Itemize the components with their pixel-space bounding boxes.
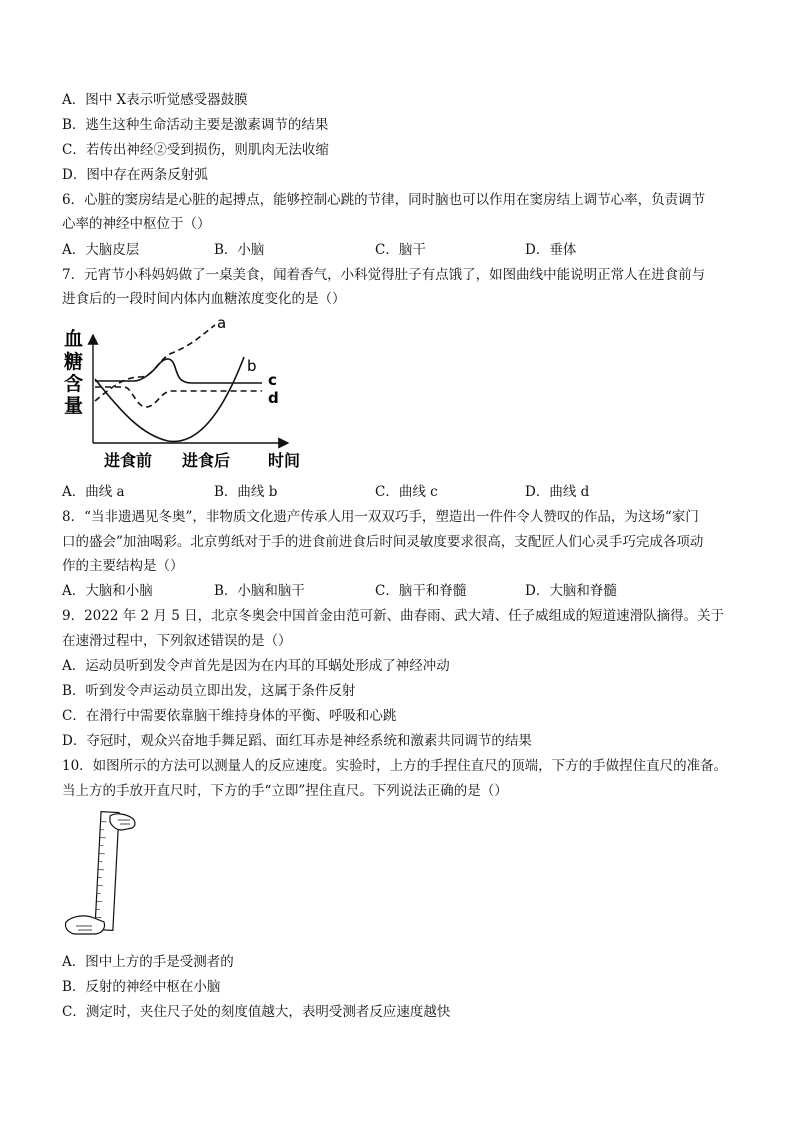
q6-option-b: B．小脑 [214, 242, 265, 258]
ruler-reaction-figure [62, 810, 152, 945]
q8-stem-line1: 8．“当非遗遇见冬奥”，非物质文化遗产传承人用一双双巧手，塑造出一件件令人赞叹的作品，为这场“家门 [62, 509, 699, 525]
curve-label-b: b [247, 357, 257, 375]
curve-label-d: d [268, 389, 279, 407]
q9-option-d: D．夺冠时，观众兴奋地手舞足蹈、面红耳赤是神经系统和激素共同调节的结果 [62, 733, 532, 749]
x-label-before-meal: 进食前 [104, 451, 153, 470]
q9-option-a: A．运动员听到发令声首先是因为在内耳的耳蜗处形成了神经冲动 [62, 658, 450, 674]
q5-option-a: A．图中 X表示听觉感受器鼓膜 [62, 92, 248, 108]
q7-option-c: C．曲线 c [375, 484, 438, 500]
q6-option-c: C．脑干 [375, 242, 426, 258]
q8-option-c: C．脑干和脊髓 [375, 583, 467, 599]
q7-option-b: B．曲线 b [214, 484, 278, 500]
q8-option-d: D．大脑和脊髓 [525, 583, 617, 599]
q6-stem-line1: 6．心脏的窦房结是心脏的起搏点，能够控制心跳的节律，同时脑也可以作用在窦房结上调节心率，负责调节 [62, 192, 706, 208]
q5-option-c: C．若传出神经②受到损伤，则肌肉无法收缩 [62, 142, 329, 158]
x-label-after-meal: 进食后 [182, 451, 231, 470]
q10-option-b: B．反射的神经中枢在小脑 [62, 979, 221, 995]
q7-option-d: D．曲线 d [525, 484, 590, 500]
ruler [95, 812, 119, 931]
q9-option-c: C．在滑行中需要依靠脑干维持身体的平衡、呼吸和心跳 [62, 708, 397, 724]
q9-stem-line1: 9．2022 年 2 月 5 日，北京冬奥会中国首金由范可新、曲春雨、武大靖、任子威组成的短道速滑队摘得。关于 [62, 608, 725, 624]
q5-option-b: B．逃生这种生命活动主要是激素调节的结果 [62, 117, 329, 133]
q10-stem-line2: 当上方的手放开直尺时，下方的手“立即”捏住直尺。下列说法正确的是（） [62, 783, 508, 799]
y-label-char-1: 血 [64, 328, 84, 350]
q8-option-a: A．大脑和小脑 [62, 583, 153, 599]
q7-stem-line2: 进食后的一段时间内体内血糖浓度变化的是（） [62, 291, 346, 307]
curve-d [95, 387, 262, 407]
y-label-char-3: 含 [64, 373, 84, 395]
y-label-char-2: 糖 [64, 351, 84, 373]
q8-stem-line2: 口的盛会”加油喝彩。北京剪纸对于手的进食前进食后时间灵敏度要求很高，支配匠人们心灵手巧完成各项动 [62, 534, 704, 550]
curve-c [95, 359, 262, 383]
q7-stem-line1: 7．元宵节小科妈妈做了一桌美食，闻着香气，小科觉得肚子有点饿了，如图曲线中能说明正常人在进食前与 [62, 267, 706, 283]
curve-label-c: c [268, 371, 277, 389]
q6-option-a: A．大脑皮层 [62, 242, 140, 258]
q8-option-b: B．小脑和脑干 [214, 583, 305, 599]
upper-hand [110, 814, 135, 830]
blood-sugar-graph [62, 317, 312, 477]
q7-option-a: A．曲线 a [62, 484, 125, 500]
x-axis-label: 时间 [268, 451, 301, 470]
y-label-char-4: 量 [64, 395, 84, 417]
curve-a [95, 325, 215, 401]
q9-option-b: B．听到发令声运动员立即出发，这属于条件反射 [62, 683, 356, 699]
q10-option-c: C．测定时，夹住尺子处的刻度值越大，表明受测者反应速度越快 [62, 1004, 451, 1020]
q6-option-d: D．垂体 [525, 242, 577, 258]
q9-stem-line2: 在速滑过程中，下列叙述错误的是（） [62, 633, 292, 649]
curve-label-a: a [217, 317, 227, 332]
q10-stem-line1: 10．如图所示的方法可以测量人的反应速度。实验时，上方的手捏住直尺的顶端，下方的手做捏住直尺的准备。 [62, 758, 728, 774]
q8-stem-line3: 作的主要结构是（） [62, 558, 184, 574]
curve-b [95, 357, 244, 441]
q10-option-a: A．图中上方的手是受测者的 [62, 954, 234, 970]
q6-stem-line2: 心率的神经中枢位于（） [62, 216, 211, 232]
q5-option-d: D．图中存在两条反射弧 [62, 167, 208, 183]
